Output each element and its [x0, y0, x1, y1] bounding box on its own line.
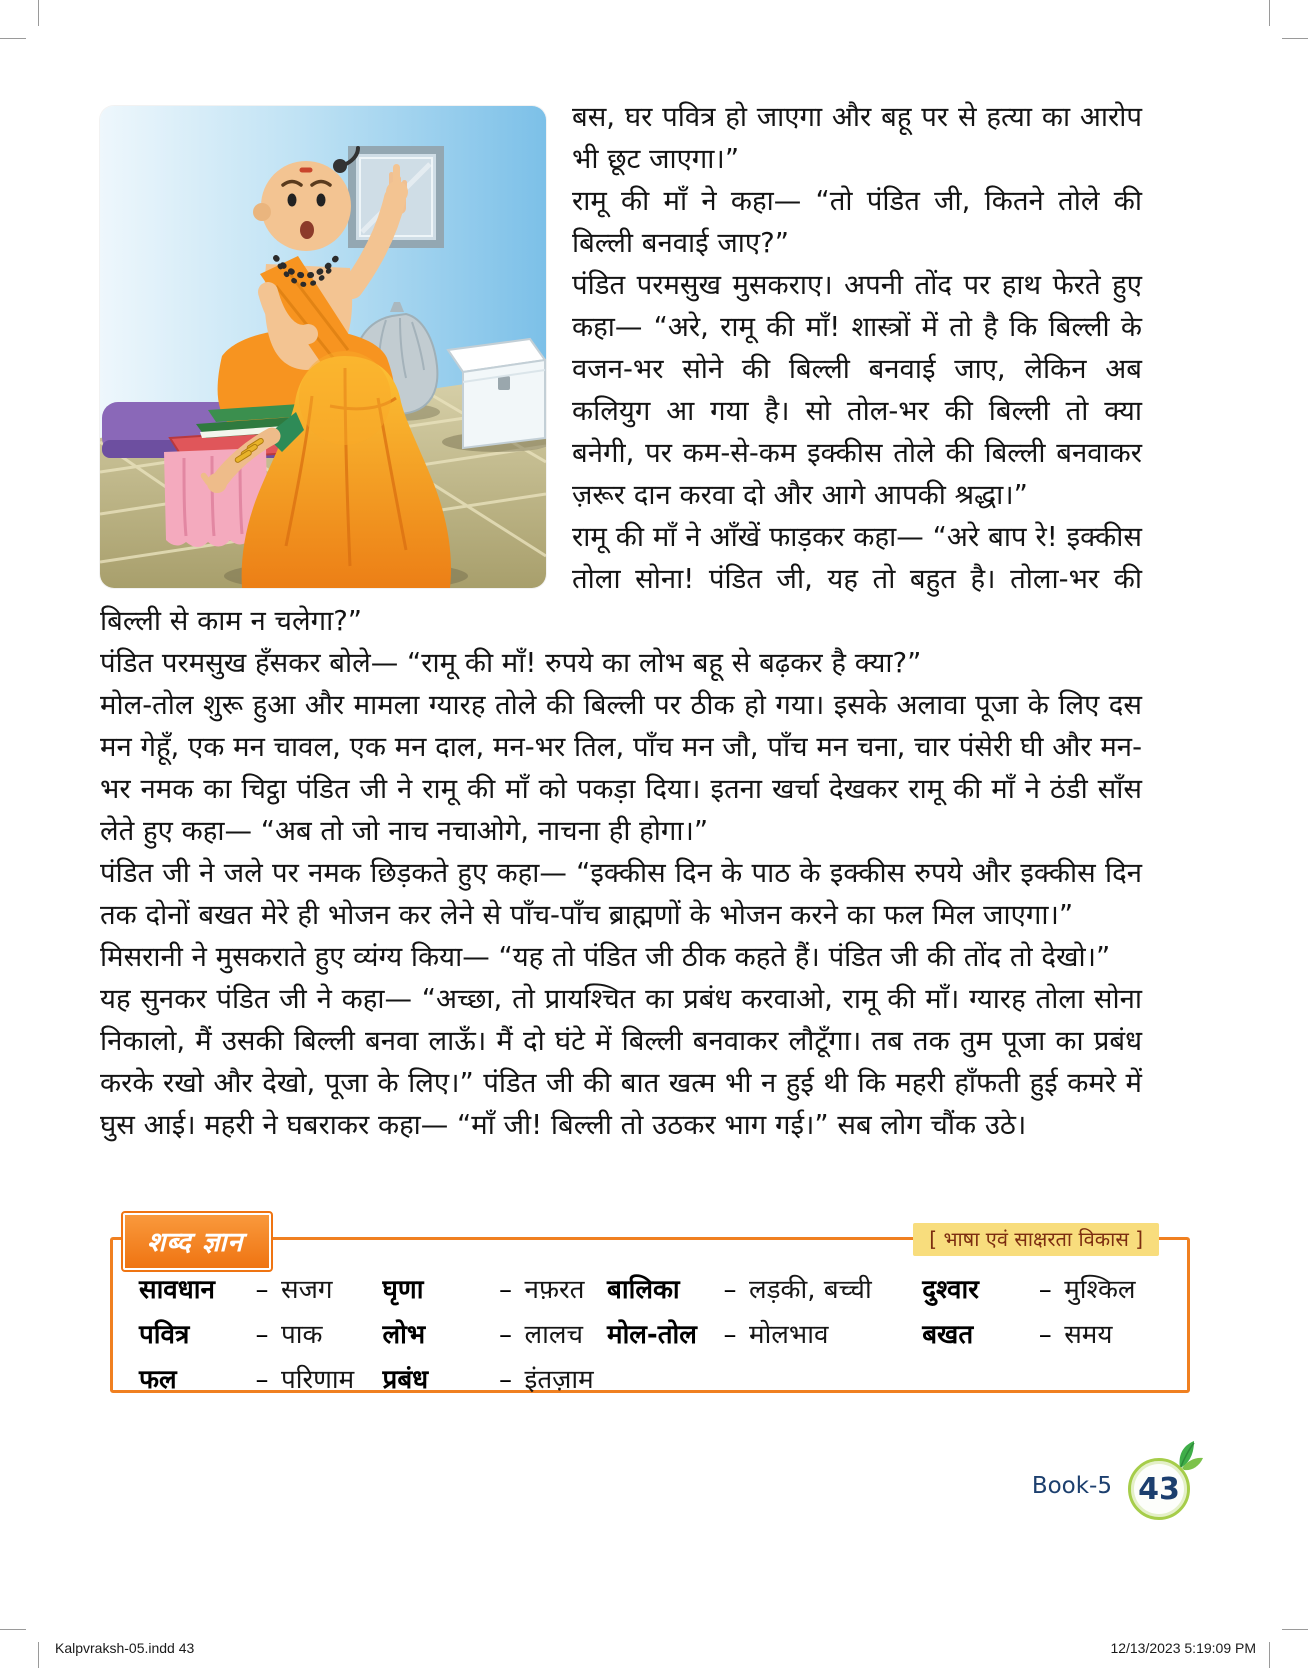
crop-mark: [1269, 1642, 1270, 1668]
vocab-dash: –: [723, 1275, 737, 1305]
vocab-word: घृणा: [382, 1275, 424, 1305]
vocab-dash: –: [499, 1365, 513, 1395]
vocab-word: लोभ: [382, 1320, 426, 1350]
vocab-word: सावधान: [139, 1275, 215, 1305]
book-label: Book-5: [1031, 1473, 1112, 1499]
vocab-meaning: नफ़रत: [524, 1275, 585, 1305]
vocab-entry: [607, 1315, 922, 1355]
vocab-meaning: सजग: [281, 1275, 333, 1305]
vocab-dash: –: [723, 1320, 737, 1350]
crop-mark: [38, 0, 39, 26]
vocab-entry: [383, 1315, 607, 1355]
vocab-dash: –: [1038, 1275, 1052, 1305]
vocab-word: बालिका: [607, 1275, 680, 1305]
vocab-dash: –: [255, 1365, 269, 1395]
crop-mark: [1282, 38, 1308, 39]
vocab-meaning: लालच: [524, 1320, 584, 1350]
illustration-art: [100, 106, 546, 588]
vocab-dash: –: [499, 1320, 513, 1350]
vocab-entry: [139, 1360, 383, 1400]
crop-mark: [1282, 1629, 1308, 1630]
page-number: 43: [1128, 1458, 1190, 1520]
vocab-word: दुश्वार: [922, 1275, 979, 1305]
vocab-dash: –: [1038, 1320, 1052, 1350]
crop-mark: [0, 1629, 26, 1630]
vocab-entry: [383, 1360, 607, 1400]
vocab-word: मोल-तोल: [607, 1320, 697, 1350]
crop-mark: [0, 38, 26, 39]
book-footer: [1032, 1452, 1196, 1520]
vocab-entry: [383, 1270, 607, 1310]
vocab-title: शब्द ज्ञान: [123, 1213, 271, 1270]
vocab-entry: [922, 1270, 1161, 1310]
story-illustration: [100, 106, 546, 588]
story-paragraph: पंडित परमसुख मुसकराए। अपनी तोंद पर हाथ फेरते हुए कहा— “अरे, रामू की माँ! शास्त्रों में तो है कि बिल्ली के वजन-भर सोने की बिल्ली बनवाई जाए, लेकिन अब कलियुग आ गया है। सो तोल-भर की बिल्ली तो क्या बनेगी, पर कम-से-कम इक्कीस तोले की बिल्ली बनवाकर ज़रूर दान करवा दो और आगे आपकी श्रद्धा।”: [572, 269, 1142, 511]
vocab-entry: [607, 1270, 922, 1310]
crop-mark: [1269, 0, 1270, 26]
story-paragraph: पंडित जी ने जले पर नमक छिड़कते हुए कहा— “इक्कीस दिन के पाठ के इक्कीस रुपये और इक्कीस दिन तक दोनों बखत मेरे ही भोजन कर लेने से पाँच-पाँच ब्राह्मणों के भोजन करने का फल मिल जाएगा।”: [100, 857, 1142, 931]
vocab-entry: [922, 1315, 1161, 1355]
vocab-meaning: मोलभाव: [749, 1320, 829, 1350]
vocab-box: [110, 1227, 1190, 1395]
story-paragraph: रामू की माँ ने आँखें फाड़कर कहा— “अरे बाप रे! इक्कीस तोला सोना! पंडित जी, यह तो बहुत है। तोला-भर की बिल्ली से काम न चलेगा?”: [100, 521, 1142, 637]
story-paragraph: बस, घर पवित्र हो जाएगा और बहू पर से हत्या का आरोप भी छूट जाएगा।”: [572, 101, 1142, 175]
print-filename: Kalpvraksh-05.indd 43: [55, 1640, 195, 1656]
page-number-badge: [1128, 1452, 1196, 1520]
vocab-dash: –: [499, 1275, 513, 1305]
vocab-word: पवित्र: [139, 1320, 190, 1350]
vocab-meaning: लड़की, बच्ची: [749, 1275, 872, 1305]
story-paragraph: पंडित परमसुख हँसकर बोले— “रामू की माँ! रुपये का लोभ बहू से बढ़कर है क्या?”: [100, 647, 922, 679]
vocab-meaning: पाक: [281, 1320, 323, 1350]
story-paragraph: रामू की माँ ने कहा— “तो पंडित जी, कितने तोले की बिल्ली बनवाई जाए?”: [572, 185, 1142, 259]
story-paragraph: मोल-तोल शुरू हुआ और मामला ग्यारह तोले की बिल्ली पर ठीक हो गया। इसके अलावा पूजा के लिए दस मन गेहूँ, एक मन चावल, एक मन दाल, मन-भर तिल, पाँच मन जौ, पाँच मन चना, चार पंसेरी घी और मन-भर नमक का चिट्ठा पंडित जी ने रामू की माँ को पकड़ा दिया। इतना खर्चा देखकर रामू की माँ ने ठंडी साँस लेते हुए कहा— “अब तो जो नाच नचाओगे, नाचना ही होगा।”: [100, 689, 1142, 847]
vocab-skill-tag: [ भाषा एवं साक्षरता विकास ]: [913, 1223, 1159, 1256]
vocab-entry: [139, 1270, 383, 1310]
vocab-meaning: परिणाम: [281, 1365, 355, 1395]
story-paragraph: मिसरानी ने मुसकराते हुए व्यंग्य किया— “यह तो पंडित जी ठीक कहते हैं। पंडित जी की तोंद तो देखो।”: [100, 941, 1111, 973]
vocab-word: प्रबंध: [382, 1365, 429, 1395]
story-content: [100, 96, 1142, 1146]
story-paragraph: यह सुनकर पंडित जी ने कहा— “अच्छा, तो प्रायश्चित का प्रबंध करवाओ, रामू की माँ। ग्यारह तोला सोना निकालो, मैं उसकी बिल्ली बनवा लाऊँ। मैं दो घंटे में बिल्ली बनवाकर लौटूँगा। तब तक तुम पूजा का प्रबंध करके रखो और देखो, पूजा के लिए।” पंडित जी की बात खत्म भी न हुई थी कि महरी हाँफती हुई कमरे में घुस आई। महरी ने घबराकर कहा— “माँ जी! बिल्ली तो उठकर भाग गई।” सब लोग चौंक उठे।: [100, 983, 1142, 1141]
vocab-word: बखत: [922, 1320, 974, 1350]
vocab-meaning: मुश्किल: [1064, 1275, 1136, 1305]
vocab-grid: [113, 1240, 1187, 1410]
vocab-meaning: इंतज़ाम: [524, 1365, 594, 1395]
vocab-meaning: समय: [1064, 1320, 1113, 1350]
vocab-dash: –: [255, 1275, 269, 1305]
crop-mark: [38, 1642, 39, 1668]
vocab-dash: –: [255, 1320, 269, 1350]
print-timestamp: 12/13/2023 5:19:09 PM: [1110, 1640, 1256, 1656]
vocab-word: फल: [139, 1365, 177, 1395]
vocab-entry: [139, 1315, 383, 1355]
